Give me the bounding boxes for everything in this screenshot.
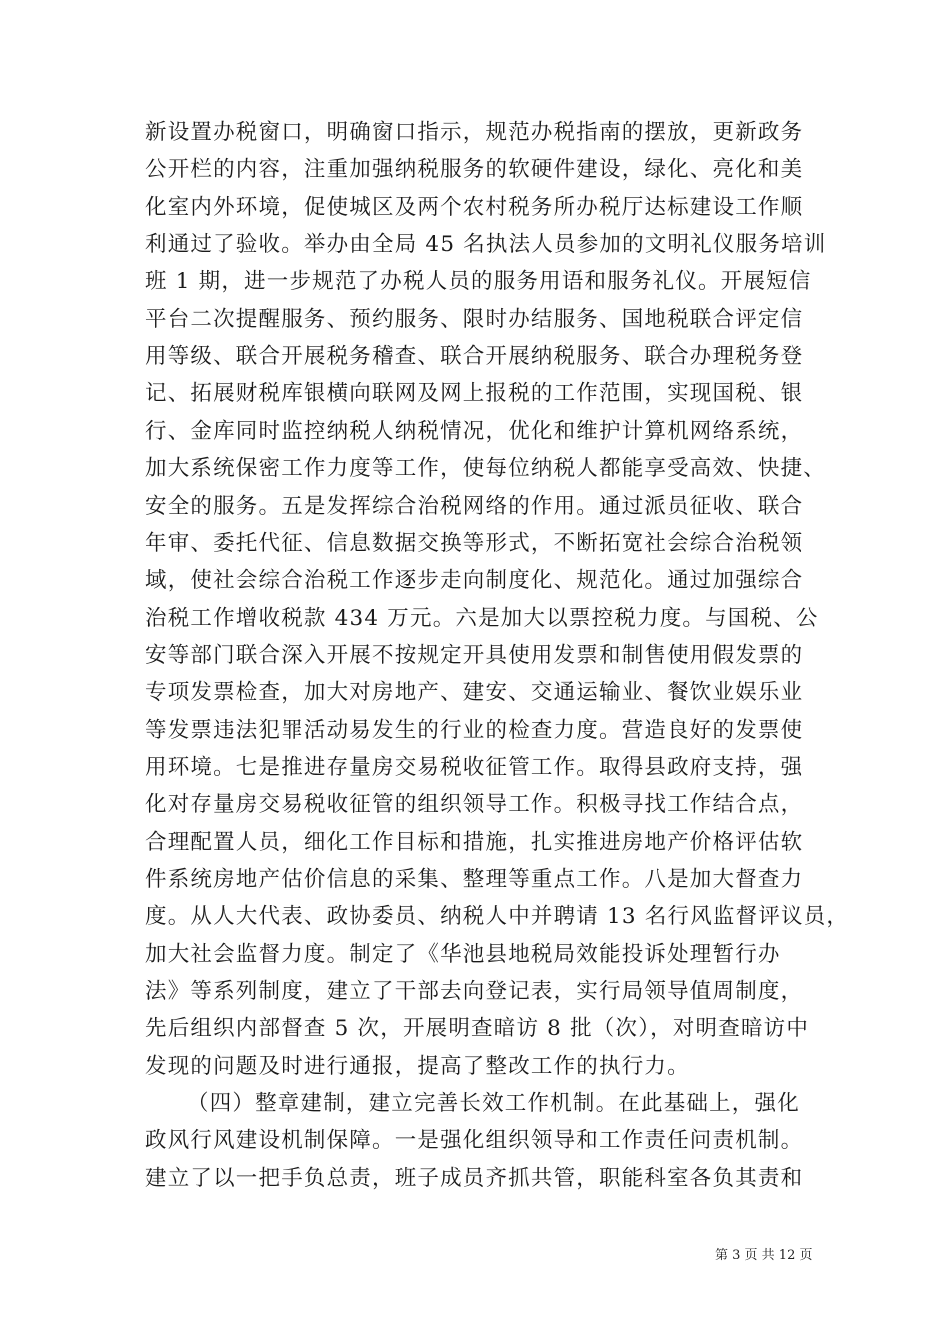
text-line: 行、金库同时监控纳税人纳税情况，优化和维护计算机网络系统， [145,418,804,444]
text-line: 班 1 期，进一步规范了办税人员的服务用语和服务礼仪。开展短信 [145,269,812,295]
text-line: 等发票违法犯罪活动易发生的行业的检查力度。营造良好的发票使 [145,717,804,743]
text-line: 专项发票检查，加大对房地产、建安、交通运输业、餐饮业娱乐业 [145,680,804,706]
text-line: 记、拓展财税库银横向联网及网上报税的工作范围，实现国税、银 [145,381,804,407]
text-line: 利通过了验收。举办由全局 45 名执法人员参加的文明礼仪服务培训 [145,232,827,258]
text-line: 年审、委托代征、信息数据交换等形式，不断拓宽社会综合治税领 [145,530,804,556]
page-footer: 第 3 页 共 12 页 [715,1248,813,1263]
text-line: 政风行风建设机制保障。一是强化组织领导和工作责任问责机制。 [145,1128,804,1154]
text-line: 先后组织内部督查 5 次，开展明查暗访 8 批（次），对明查暗访中 [145,1016,810,1042]
text-line: 化对存量房交易税收征管的组织领导工作。积极寻找工作结合点， [145,792,804,818]
text-line: 安全的服务。五是发挥综合治税网络的作用。通过派员征收、联合 [145,493,804,519]
text-line: 件系统房地产估价信息的采集、整理等重点工作。八是加大督查力 [145,867,804,892]
text-line: 合理配置人员，细化工作目标和措施，扎实推进房地产价格评估软 [145,829,804,855]
text-line: 安等部门联合深入开展不按规定开具使用发票和制售使用假发票的 [145,642,804,668]
text-line: 发现的问题及时进行通报，提高了整改工作的执行力。 [145,1053,690,1079]
text-line: 法》等系列制度，建立了干部去向登记表，实行局领导值周制度， [145,979,804,1005]
text-line: 用等级、联合开展税务稽查、联合开展纳税服务、联合办理税务登 [145,344,804,370]
paragraph-start-line: （四）整章建制，建立完善长效工作机制。在此基础上，强化 [187,1091,800,1117]
text-line: 公开栏的内容，注重加强纳税服务的软硬件建设，绿化、亮化和美 [145,157,804,183]
text-line: 域，使社会综合治税工作逐步走向制度化、规范化。通过加强综合 [145,568,804,594]
text-line: 用环境。七是推进存量房交易税收征管工作。取得县政府支持，强 [145,754,804,780]
text-line: 新设置办税窗口，明确窗口指示，规范办税指南的摆放，更新政务 [145,120,804,145]
text-line: 化室内外环境，促使城区及两个农村税务所办税厅达标建设工作顺 [145,194,804,220]
text-line: 治税工作增收税款 434 万元。六是加大以票控税力度。与国税、公 [145,605,819,631]
text-line: 加大系统保密工作力度等工作，使每位纳税人都能享受高效、快捷、 [145,456,827,482]
text-line: 度。从人大代表、政协委员、纳税人中并聘请 13 名行风监督评议员， [145,904,850,930]
text-line: 加大社会监督力度。制定了《华池县地税局效能投诉处理暂行办 [145,941,781,967]
text-line: 建立了以一把手负总责，班子成员齐抓共管，职能科室各负其责和 [145,1165,804,1191]
text-line: 平台二次提醒服务、预约服务、限时办结服务、国地税联合评定信 [145,306,804,332]
